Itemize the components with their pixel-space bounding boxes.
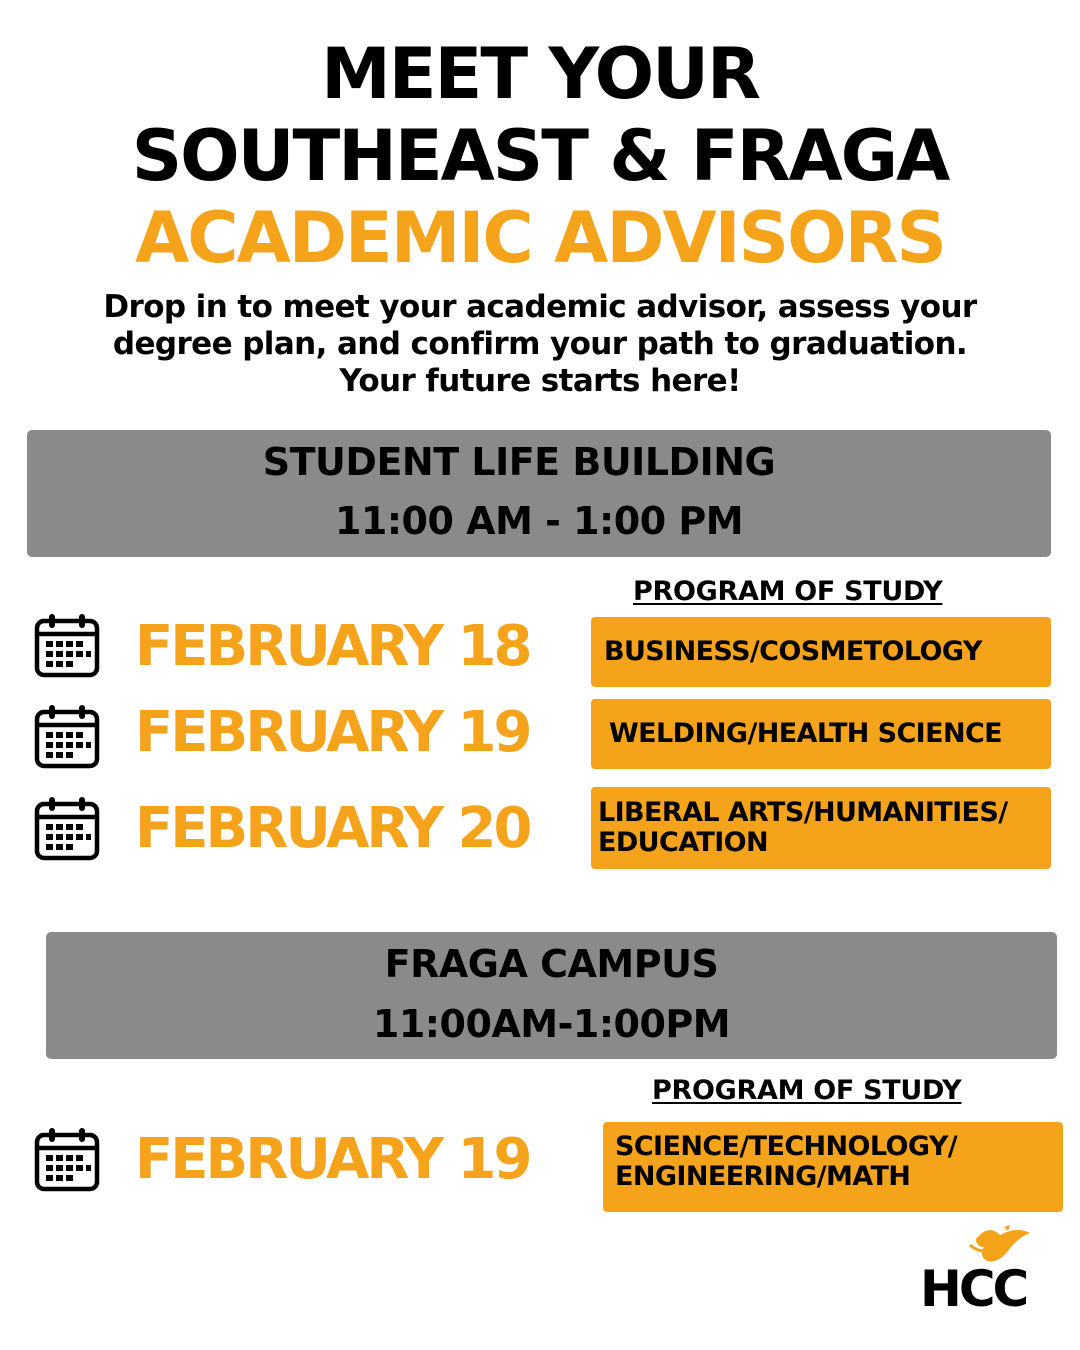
program-box <box>603 1122 1063 1212</box>
date-feb-19: FEBRUARY 19 <box>135 700 530 765</box>
date-feb-20: FEBRUARY 20 <box>135 796 530 861</box>
program-of-study-header: PROGRAM OF STUDY <box>633 576 943 607</box>
location-banner-fraga <box>46 932 1057 1059</box>
calendar-icon <box>34 703 100 769</box>
location-name: FRAGA CAMPUS <box>384 942 719 986</box>
title-line-1: MEET YOUR <box>321 33 759 115</box>
location-banner-student-life <box>27 430 1051 557</box>
program-box <box>591 617 1051 687</box>
intro-line-3: Your future starts here! <box>339 363 741 399</box>
title-line-2: SOUTHEAST & FRAGA <box>131 115 949 197</box>
date-feb-18: FEBRUARY 18 <box>135 614 530 679</box>
calendar-icon <box>34 1126 100 1192</box>
intro-line-1: Drop in to meet your academic advisor, assess your <box>103 289 977 325</box>
location-name: STUDENT LIFE BUILDING <box>262 440 776 484</box>
program-of-study-header: PROGRAM OF STUDY <box>652 1075 962 1106</box>
program-line: LIBERAL ARTS/HUMANITIES/ <box>598 797 1008 828</box>
program-line: WELDING/HEALTH SCIENCE <box>609 718 1002 749</box>
program-line: EDUCATION <box>598 827 769 858</box>
program-line: ENGINEERING/MATH <box>615 1161 911 1192</box>
logo-text: HCC <box>920 1260 1027 1318</box>
program-line: SCIENCE/TECHNOLOGY/ <box>615 1131 958 1162</box>
hcc-logo <box>918 1225 1068 1317</box>
location-time: 11:00AM-1:00PM <box>372 1002 731 1046</box>
date-feb-19-fraga: FEBRUARY 19 <box>135 1127 530 1192</box>
program-box <box>591 699 1051 769</box>
calendar-icon <box>34 795 100 861</box>
intro-line-2: degree plan, and confirm your path to graduation. <box>112 326 968 362</box>
program-box <box>591 787 1051 869</box>
location-time: 11:00 AM - 1:00 PM <box>334 499 744 543</box>
title-line-3: ACADEMIC ADVISORS <box>135 197 945 279</box>
calendar-icon <box>34 612 100 678</box>
program-line: BUSINESS/COSMETOLOGY <box>604 636 982 667</box>
intro-text <box>0 289 1080 400</box>
